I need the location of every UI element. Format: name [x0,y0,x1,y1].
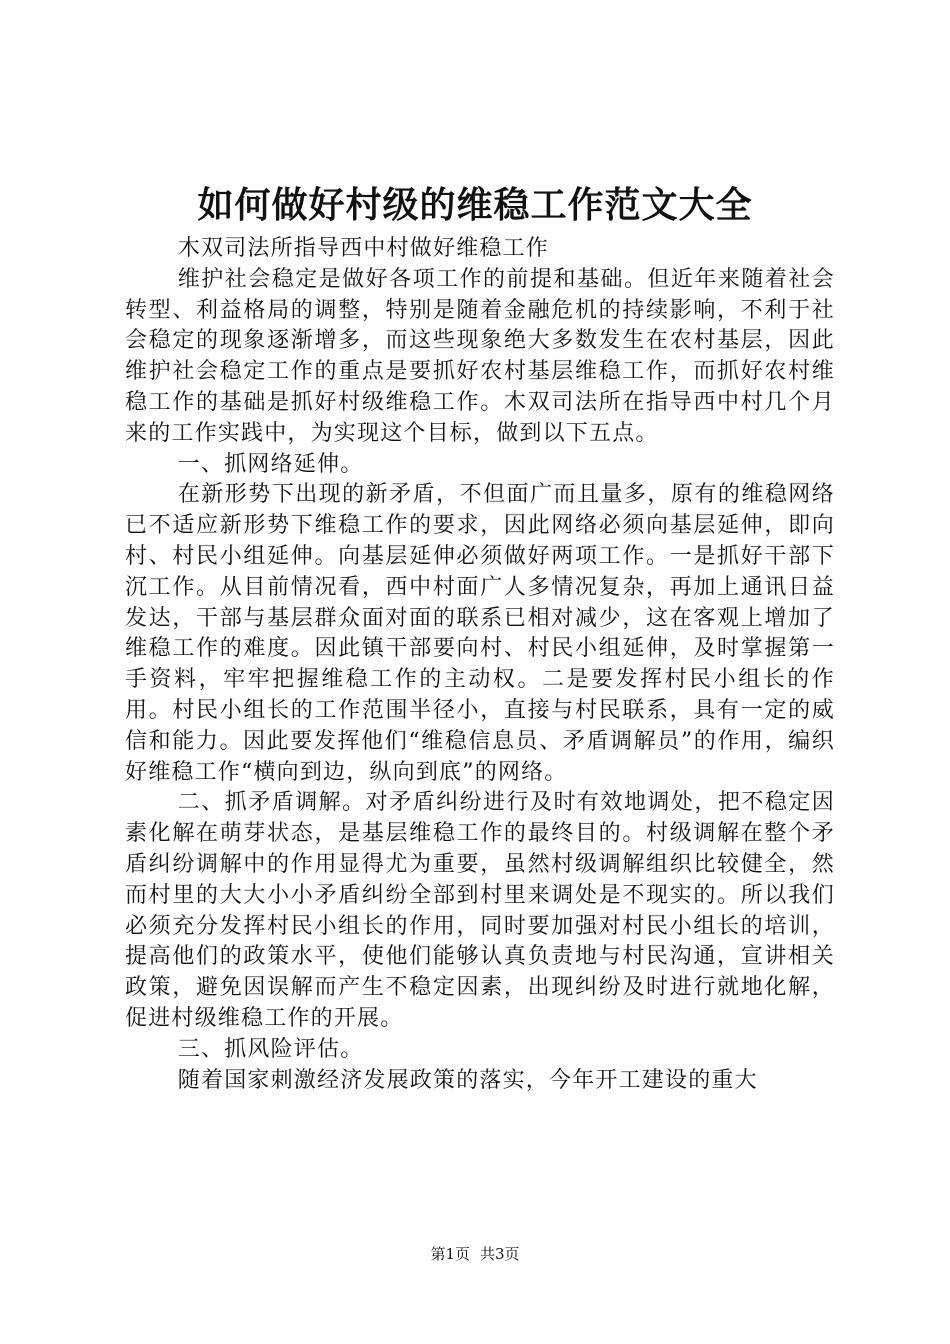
page-number: 第1页 [430,1245,470,1263]
document-title: 如何做好村级的维稳工作范文大全 [197,184,753,226]
paragraph-subtitle: 木双司法所指导西中村做好维稳工作 [177,236,549,261]
section-heading-3: 三、抓风险评估。 [177,1036,364,1062]
page-footer [0,1244,950,1264]
paragraph-network: 在新形势下出现的新矛盾，不但面广而且量多，原有的维稳网络已不适应新形势下维稳工作的要求，因此网络必须向基层延伸，即向村、村民小组延伸。向基层延伸必须做好两项工作。一是抓好干部下沉工作。从目前情况看，西中村面广人多情况复杂，再加上通讯日益发达，干部与基层群众面对面的联系已相对减少，这在客观上增加了维稳工作的难度。因此镇干部要向村、村民小组延伸，及时掌握第一手资料，牢牢把握维稳工作的主动权。二是要发挥村民小组长的作用。村民小组长的工作范围半径小，直接与村民联系，具有一定的威信和能力。因此要发挥他们“维稳信息员、矛盾调解员”的作用，编织好维稳工作“横向到边，纵向到底”的网络。 [125,482,835,785]
paragraph-intro: 维护社会稳定是做好各项工作的前提和基础。但近年来随着社会转型、利益格局的调整，特别是随着金融危机的持续影响，不利于社会稳定的现象逐渐增多，而这些现象绝大多数发生在农村基层，因此维护社会稳定工作的重点是要抓好农村基层维稳工作，而抓好农村维稳工作的基础是抓好村级维稳工作。木双司法所在指导西中村几个月来的工作实践中，为实现这个目标，做到以下五点。 [125,266,835,446]
section-heading-1: 一、抓网络延伸。 [177,451,364,477]
page-total: 共3页 [480,1245,520,1263]
document-body [125,234,835,1096]
paragraph-risk: 随着国家刺激经济发展政策的落实，今年开工建设的重大 [177,1067,758,1093]
paragraph-mediation: 二、抓矛盾调解。对矛盾纠纷进行及时有效地调处，把不稳定因素化解在萌芽状态，是基层维稳工作的最终目的。村级调解在整个矛盾纠纷调解中的作用显得尤为重要，虽然村级调解组织比较健全，然而村里的大大小小矛盾纠纷全部到村里来调处是不现实的。所以我们必须充分发挥村民小组长的作用，同时要加强对村民小组长的培训，提高他们的政策水平，使他们能够认真负责地与村民沟通，宣讲相关政策，避免因误解而产生不稳定因素，出现纠纷及时进行就地化解，促进村级维稳工作的开展。 [125,790,835,1031]
